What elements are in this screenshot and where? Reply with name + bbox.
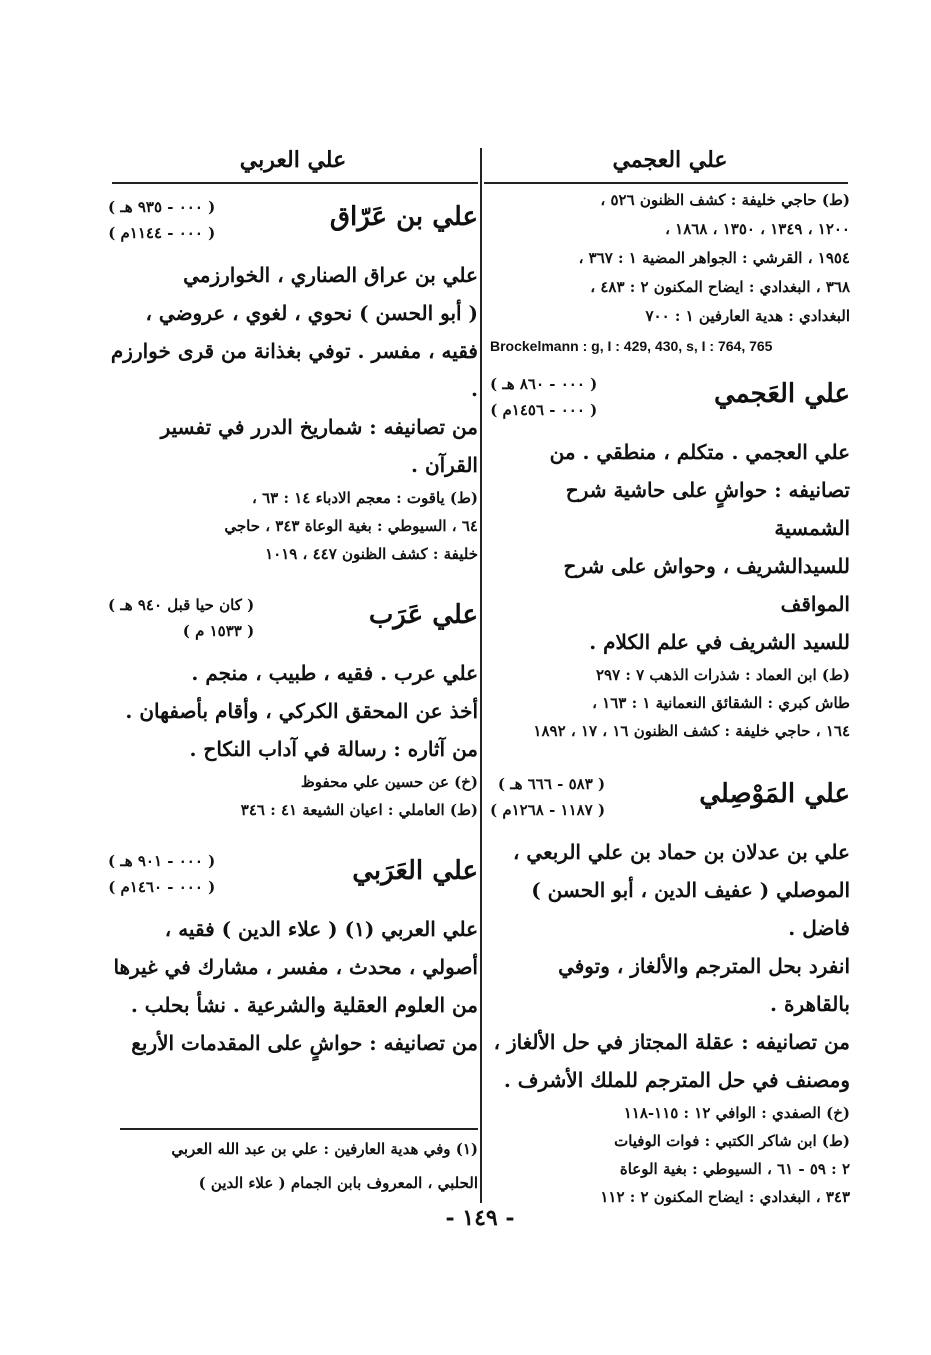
- page-number: - ١٤٩ -: [445, 1205, 515, 1231]
- entry-name: علي المَوْصِلي: [699, 779, 850, 809]
- entry-body-line: للسيدالشريف ، وحواش على شرح المواقف: [563, 554, 850, 616]
- entry-heading: [108, 848, 478, 910]
- ref-line: (ط) حاجي خليفة : كشف الظنون ٥٢٦ ،: [600, 191, 850, 209]
- entry-body-line: من تصانيفه : حواشٍ على المقدمات الأربع: [131, 1031, 478, 1055]
- entry-dates: [490, 371, 597, 423]
- entry-body-line: علي العجمي . متكلم ، منطقي . من: [549, 440, 850, 464]
- ref-line: ٢ : ٥٩ - ٦١ ، السيوطي : بغية الوعاة: [619, 1160, 850, 1178]
- entry-body-line: ومصنف في حل المترجم للملك الأشرف .: [503, 1068, 850, 1092]
- ref-line: ٦٤ ، السيوطي : بغية الوعاة ٣٤٣ ، حاجي: [224, 517, 478, 535]
- entry-body-line: ( أبو الحسن ) نحوي ، لغوي ، عروضي ،: [145, 301, 478, 325]
- ref-line: خليفة : كشف الظنون ٤٤٧ ، ١٠١٩: [265, 545, 478, 563]
- ref-line: (خ) الصفدي : الوافي ١٢ : ١١٥-١١٨: [623, 1104, 850, 1122]
- entry-body-line: من تصانيفه : شماريخ الدرر في تفسير: [160, 415, 478, 439]
- date-hijri: ( كان حيا قبل ٩٤٠ هـ ): [108, 596, 255, 614]
- ref-line: ٣٤٣ ، البغدادي : ايضاح المكنون ٢ : ١١٢: [600, 1188, 850, 1206]
- right-column-header: علي العجمي: [612, 147, 728, 173]
- ref-line: (ط) ياقوت : معجم الادباء ١٤ : ٦٣ ،: [252, 489, 478, 507]
- entry-body-line: علي بن عراق الصناري ، الخوارزمي: [183, 263, 478, 287]
- left-column: [108, 140, 478, 1062]
- entry-name: علي عَرَب: [368, 600, 478, 630]
- entry-body-line: علي عرب . فقيه ، طبيب ، منجم .: [191, 661, 478, 685]
- entry-dates: [108, 592, 254, 644]
- entry-body-line: الموصلي ( عفيف الدين ، أبو الحسن ) فاضل .: [531, 878, 850, 940]
- column-divider: [480, 148, 482, 1203]
- date-gregorian: ( ٠٠٠ - ١١٤٤م ): [108, 224, 216, 242]
- date-hijri: ( ٠٠٠ - ٩٣٥ هـ ): [108, 198, 216, 216]
- date-gregorian: ( ٠٠٠ - ١٤٥٦م ): [490, 401, 598, 419]
- entry-body-line: تصانيفه : حواشٍ على حاشية شرح الشمسية: [565, 478, 850, 540]
- entry-body-line: أصولي ، محدث ، مفسر ، مشارك في غيرها: [113, 955, 478, 979]
- ref-line: (ط) العاملي : اعيان الشيعة ٤١ : ٣٤٦: [240, 801, 478, 819]
- date-hijri: ( ٠٠٠ - ٩٠١ هـ ): [108, 852, 216, 870]
- footnote: [108, 1132, 478, 1200]
- entry-dates: [108, 194, 215, 246]
- entry-body-line: علي بن عدلان بن حماد بن علي الربعي ،: [512, 840, 850, 864]
- date-hijri: ( ٥٨٣ - ٦٦٦ هـ ): [497, 775, 606, 793]
- ref-line: ١٦٤ ، حاجي خليفة : كشف الظنون ١٦ ، ١٧ ، ١٨٩٢: [533, 722, 850, 740]
- brockelmann-ref: Brockelmann : g, I : 429, 430, s, I : 764, 765: [490, 338, 773, 354]
- entry-dates: [108, 848, 215, 900]
- entry-body-line: علي العربي (١) ( علاء الدين ) فقيه ،: [164, 917, 478, 941]
- entry-heading: [108, 592, 478, 654]
- ref-line: (ط) ابن العماد : شذرات الذهب ٧ : ٢٩٧: [595, 666, 850, 684]
- footnote-line: الحلبي ، المعروف بابن الجمام ( علاء الدين ): [198, 1174, 478, 1192]
- entry-body-line: من العلوم العقلية والشرعية . نشأ بحلب .: [130, 993, 478, 1017]
- entry-body-line: انفرد بحل المترجم والألغاز ، وتوفي بالقاهرة .: [558, 954, 850, 1016]
- entry-name: علي العَجمي: [713, 379, 850, 409]
- entry-body-line: فقيه ، مفسر . توفي بغذانة من قرى خوارزم .: [110, 339, 478, 401]
- left-column-header: علي العربي: [239, 147, 347, 173]
- entry-name: علي بن عَرّاق: [329, 202, 478, 232]
- entry-body-line: من تصانيفه : عقلة المجتاز في حل الألغاز ،: [493, 1030, 850, 1054]
- ref-line: البغدادي : هدية العارفين ١ : ٧٠٠: [645, 307, 850, 325]
- entry-body-line: للسيد الشريف في علم الكلام .: [589, 630, 850, 654]
- date-gregorian: ( ١١٨٧ - ١٢٦٨م ): [490, 801, 606, 819]
- date-hijri: ( ٠٠٠ - ٨٦٠ هـ ): [490, 375, 598, 393]
- ref-line: (ط) ابن شاكر الكتبي : فوات الوفيات: [614, 1132, 850, 1150]
- footnote-line: (١) وفي هدية العارفين : علي بن عبد الله العربي: [171, 1140, 478, 1158]
- entry-heading: [108, 194, 478, 256]
- date-gregorian: ( ١٥٣٣ م ): [182, 622, 255, 640]
- ref-line: ١٢٠٠ ، ١٣٤٩ ، ١٣٥٠ ، ١٨٦٨ ،: [665, 220, 850, 238]
- entry-heading: [490, 371, 850, 433]
- entry-body-line: القرآن .: [411, 453, 478, 477]
- entry-name: علي العَرَبي: [352, 856, 478, 886]
- date-gregorian: ( ٠٠٠ - ١٤٦٠م ): [108, 878, 216, 896]
- ref-line: ٣٦٨ ، البغدادي : ايضاح المكنون ٢ : ٤٨٣ ،: [590, 278, 850, 296]
- entry-heading: [490, 771, 850, 833]
- entry-body-line: أخذ عن المحقق الكركي ، وأقام بأصفهان .: [125, 699, 478, 723]
- right-column: [490, 140, 850, 1211]
- entry-body-line: من آثاره : رسالة في آداب النكاح .: [189, 737, 478, 761]
- entry-dates: [490, 771, 605, 823]
- ref-line: ١٩٥٤ ، القرشي : الجواهر المضية ١ : ٣٦٧ ،: [578, 249, 850, 267]
- footnote-rule: [120, 1128, 478, 1130]
- ref-line: طاش كبري : الشقائق النعمانية ١ : ١٦٣ ،: [592, 694, 850, 712]
- ref-line: (خ) عن حسين علي محفوظ: [300, 773, 478, 791]
